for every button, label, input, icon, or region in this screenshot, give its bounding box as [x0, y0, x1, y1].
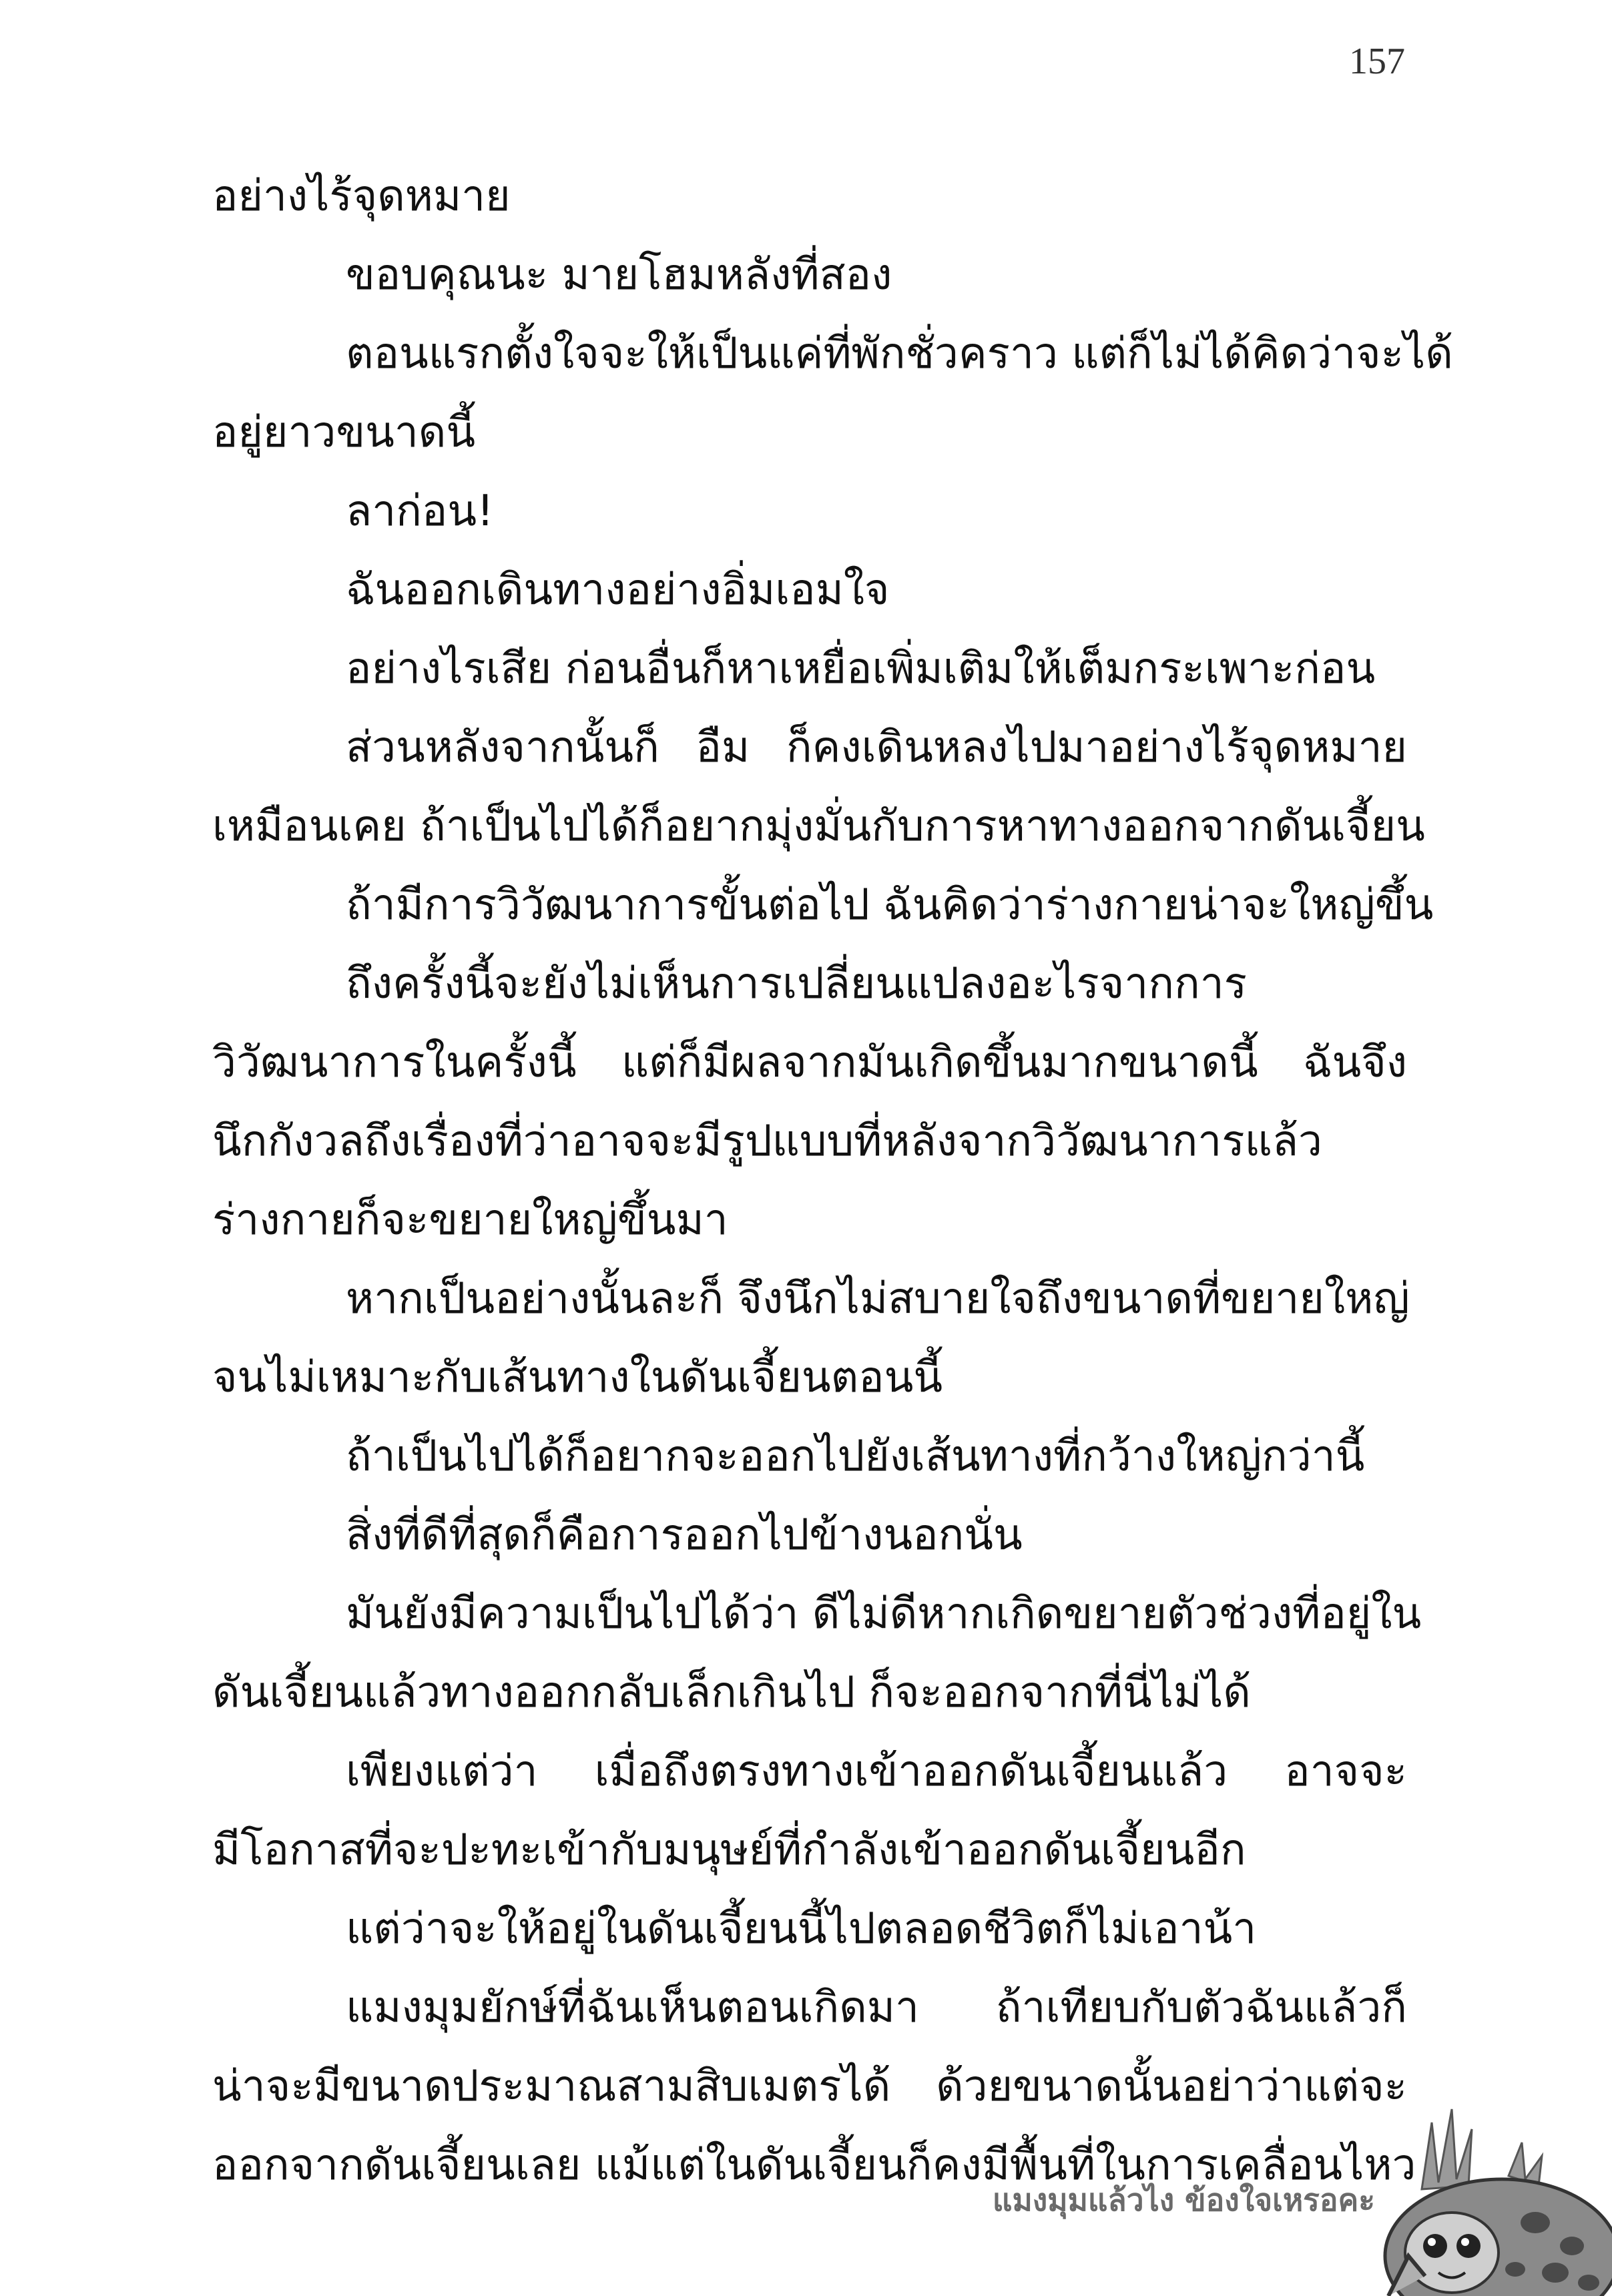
text-line: ตอนแรกตั้งใจจะให้เป็นแค่ที่พักชั่วคราว แต่ก็ไม่ได้คิดว่าจะได้: [346, 329, 1453, 378]
spider-mascot-icon: [1308, 2102, 1612, 2296]
text-line: ถึงครั้งนี้จะยังไม่เห็นการเปลี่ยนแปลงอะไรจากการ: [346, 959, 1247, 1009]
text-line: อย่างไร้จุดหมาย: [212, 172, 511, 221]
text-line: ลาก่อน!: [346, 487, 494, 536]
text-line: ถ้าเป็นไปได้ก็อยากจะออกไปยังเส้นทางที่กว้างใหญ่กว่านี้: [346, 1432, 1365, 1481]
text-line: ถ้ามีการวิวัฒนาการขั้นต่อไป ฉันคิดว่าร่างกายน่าจะใหญ่ขึ้น: [346, 880, 1434, 930]
text-line: น่าจะมีขนาดประมาณสามสิบเมตรได้ ด้วยขนาดนั้นอย่าว่าแต่จะ: [212, 2062, 1407, 2111]
text-line: ออกจากดันเจี้ยนเลย แม้แต่ในดันเจี้ยนก็คงมีพื้นที่ในการเคลื่อนไหว: [212, 2140, 1416, 2190]
text-line: ขอบคุณนะ มายโฮมหลังที่สอง: [346, 250, 892, 300]
text-line: ร่างกายก็จะขยายใหญ่ขึ้นมา: [212, 1195, 728, 1245]
text-line: ส่วนหลังจากนั้นก็ อืม ก็คงเดินหลงไปมาอย่างไร้จุดหมาย: [346, 723, 1407, 772]
text-line: ฉันออกเดินทางอย่างอิ่มเอมใจ: [346, 565, 890, 615]
running-footer-title: แมงมุมแล้วไง ข้องใจเหรอคะ: [992, 2182, 1375, 2218]
text-line: เหมือนเคย ถ้าเป็นไปได้ก็อยากมุ่งมั่นกับการหาทางออกจากดันเจี้ยน: [212, 802, 1425, 851]
text-line: วิวัฒนาการในครั้งนี้ แต่ก็มีผลจากมันเกิดขึ้นมากขนาดนี้ ฉันจึง: [212, 1038, 1407, 1087]
body-text: [212, 157, 1453, 2205]
text-line: แต่ว่าจะให้อยู่ในดันเจี้ยนนี้ไปตลอดชีวิตก็ไม่เอาน้า: [346, 1904, 1257, 1954]
text-line: จนไม่เหมาะกับเส้นทางในดันเจี้ยนตอนนี้: [212, 1353, 943, 1402]
text-line: นึกกังวลถึงเรื่องที่ว่าอาจจะมีรูปแบบที่หลังจากวิวัฒนาการแล้ว: [212, 1117, 1322, 1166]
text-line: มันยังมีความเป็นไปได้ว่า ดีไม่ดีหากเกิดขยายตัวช่วงที่อยู่ใน: [346, 1589, 1422, 1639]
page-number: 157: [1349, 41, 1405, 82]
text-line: แมงมุมยักษ์ที่ฉันเห็นตอนเกิดมา ถ้าเทียบกับตัวฉันแล้วก็: [346, 1983, 1407, 2032]
text-line: เพียงแต่ว่า เมื่อถึงตรงทางเข้าออกดันเจี้ยนแล้ว อาจจะ: [346, 1747, 1407, 1796]
text-line: มีโอกาสที่จะปะทะเข้ากับมนุษย์ที่กำลังเข้าออกดันเจี้ยนอีก: [212, 1825, 1246, 1875]
text-line: ดันเจี้ยนแล้วทางออกกลับเล็กเกินไป ก็จะออกจากที่นี่ไม่ได้: [212, 1668, 1251, 1717]
text-line: อยู่ยาวขนาดนี้: [212, 408, 476, 457]
text-line: หากเป็นอย่างนั้นละก็ จึงนึกไม่สบายใจถึงขนาดที่ขยายใหญ่: [346, 1274, 1410, 1324]
text-line: อย่างไรเสีย ก่อนอื่นก็หาเหยื่อเพิ่มเติมให้เต็มกระเพาะก่อน: [346, 644, 1376, 693]
text-line: สิ่งที่ดีที่สุดก็คือการออกไปข้างนอกนั่น: [346, 1510, 1023, 1560]
